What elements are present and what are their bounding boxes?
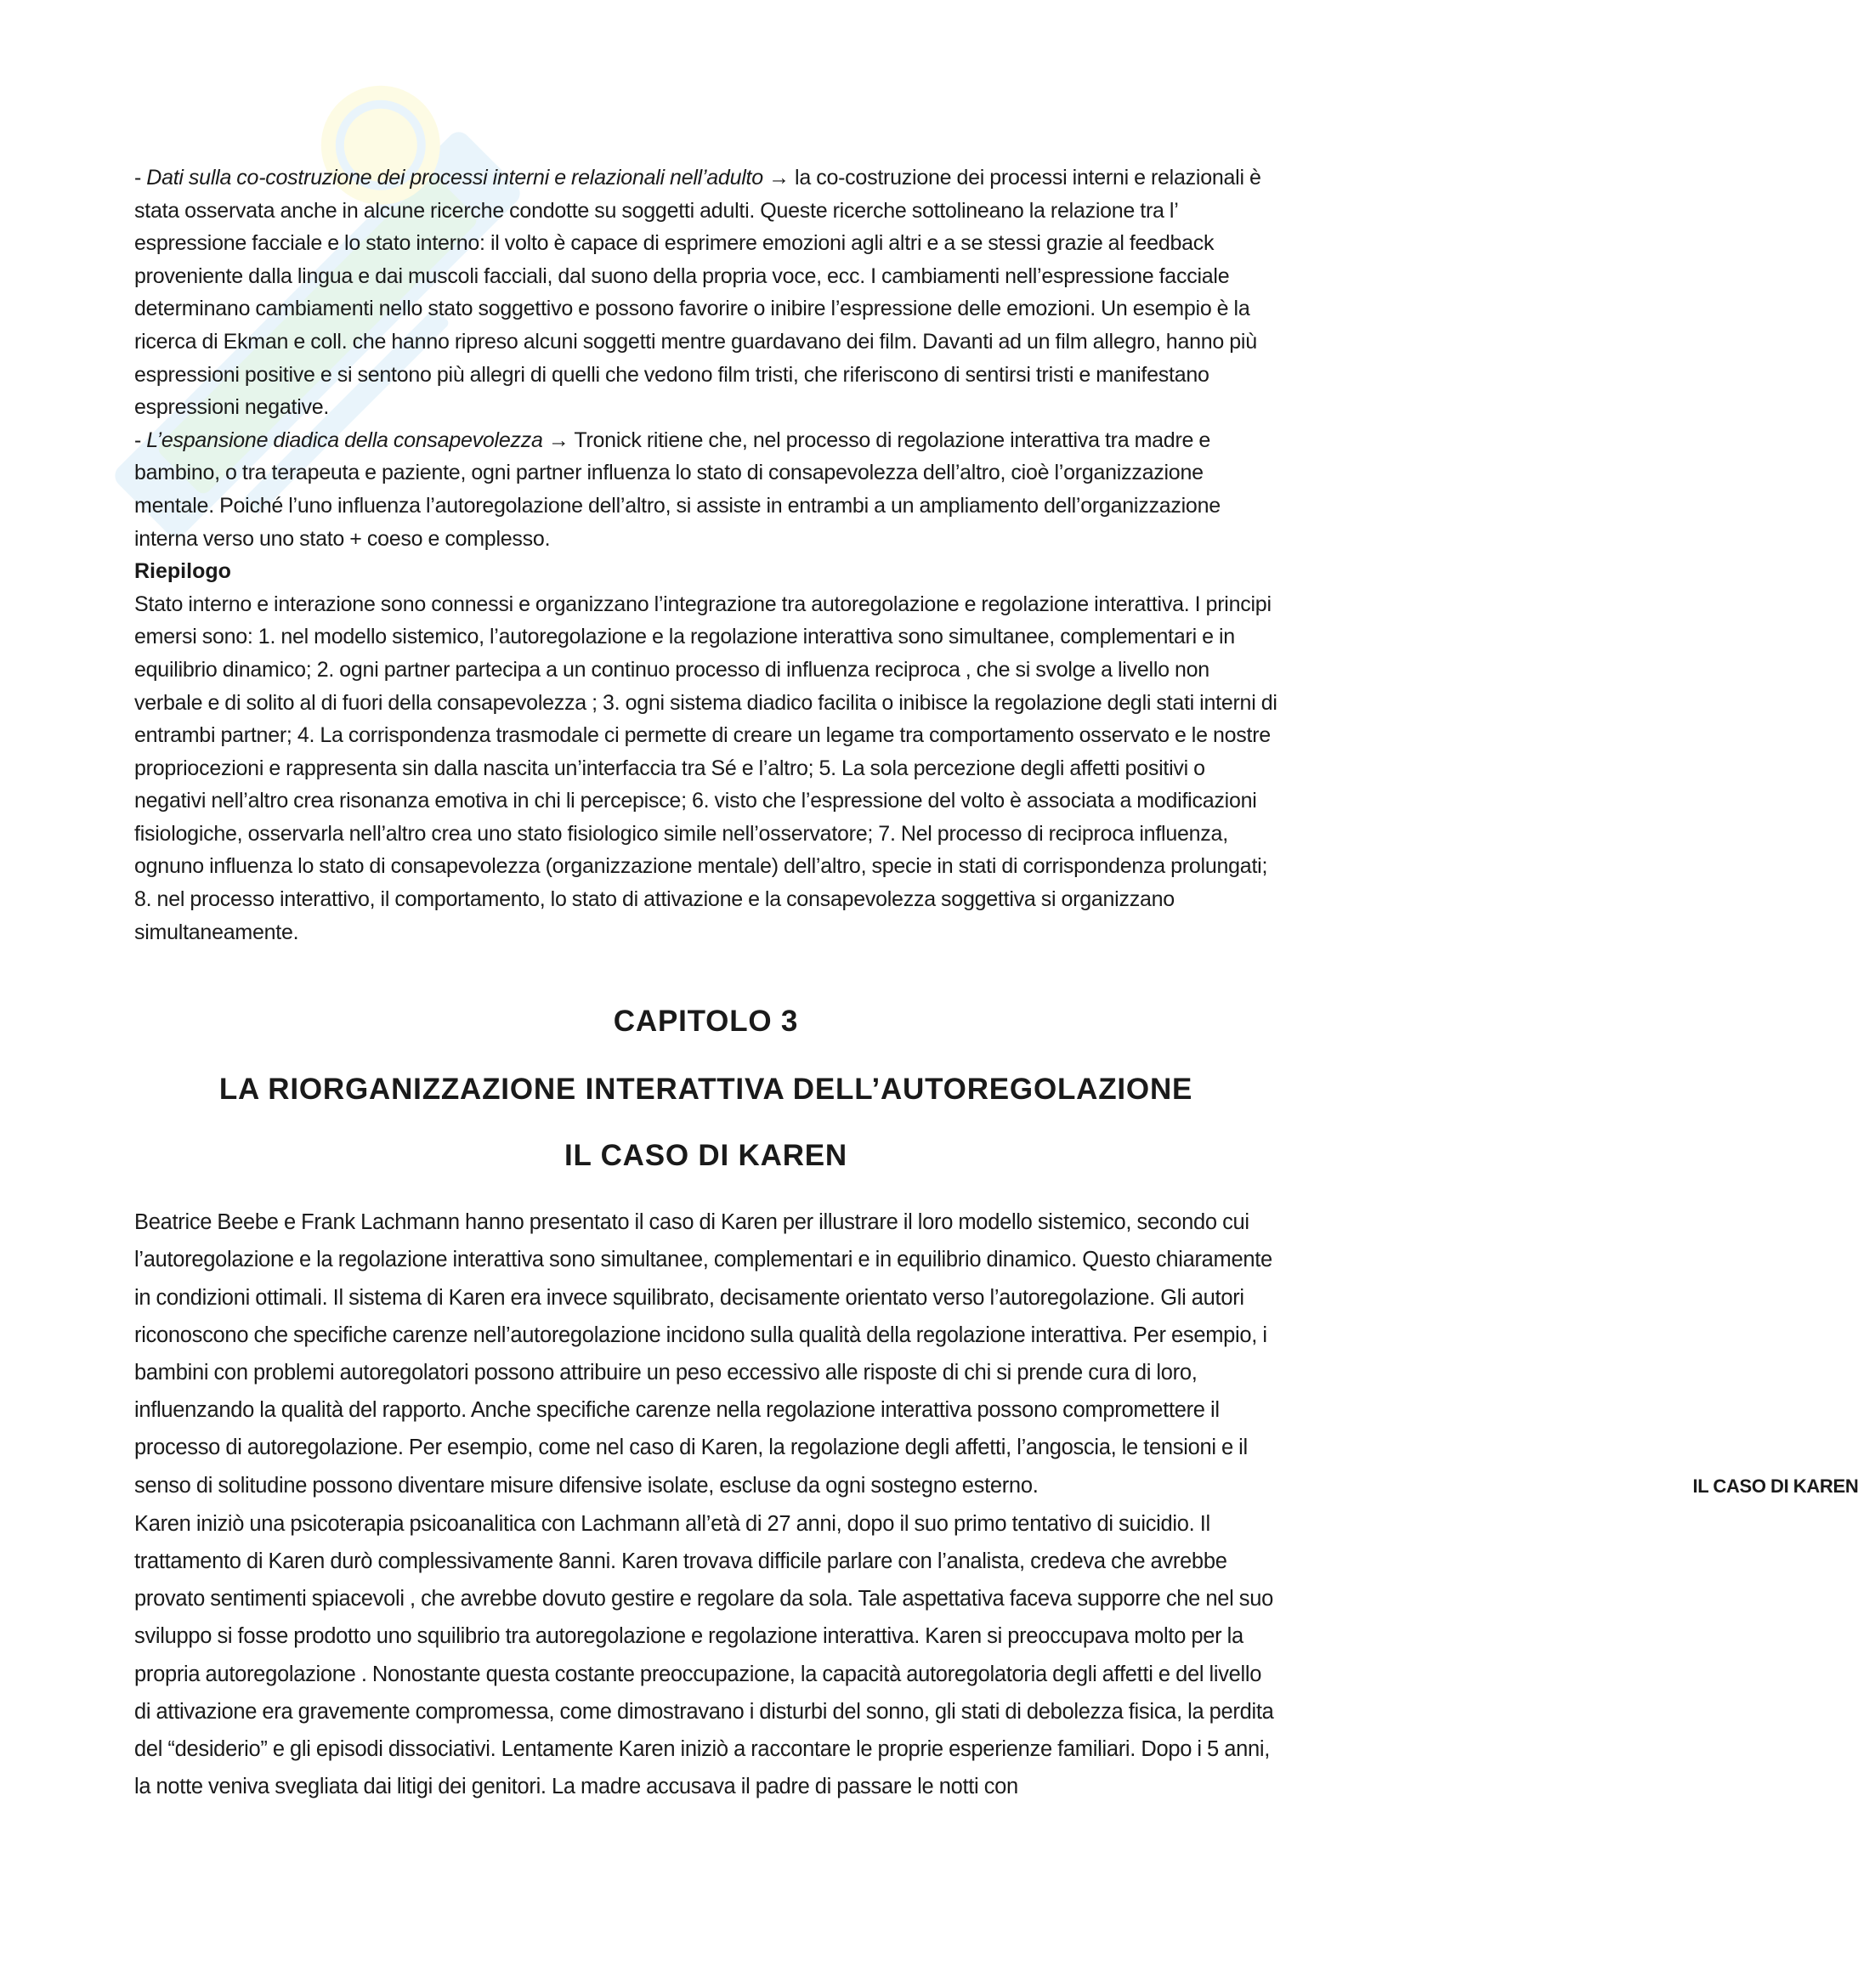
arrow-symbol: → bbox=[768, 166, 790, 190]
item-label-dyadic: L’espansione diadica della consapevolezza bbox=[146, 428, 543, 452]
karen-case-heading: IL CASO DI KAREN bbox=[1692, 1475, 1858, 1497]
item-label-adult: Dati sulla co-costruzione dei processi interni e relazionali nell’adulto bbox=[146, 166, 763, 190]
item-text-adult: la co-costruzione dei processi interni e relazionali è stata osservata anche in alcune ricerche condotte su soggetti adulti. Queste ricerche sottolineano la relazione tra l’ espressione facciale e lo stato interno: il volto è capace di esprimere emozioni agli altri e a se stessi grazie al feedback proveniente dalla lingua e dai muscoli facciali, dal suono della propria voce, ecc. I cambiamenti nell’espressione facciale determinano cambiamenti nello stato soggettivo e possono favorire o inibire l’espressione delle emozioni. Un esempio è la ricerca di Ekman e coll. che hanno ripreso alcuni soggetti mentre guardavano dei film. Davanti ad un film allegro, hanno più espressioni positive e si sentono più allegri di quelli che vedono film tristi, che riferiscono di sentirsi tristi e manifestano espressioni negative. bbox=[134, 166, 1261, 420]
karen-case-paragraph: Karen iniziò una psicoterapia psicoanalitica con Lachmann all’età di 27 anni, dopo il suo primo tentativo di suicidio. Il trattamento di Karen durò complessivamente 8anni. Karen trovava difficile parlare con l’analista, credeva che avrebbe provato sentimenti spiacevoli , che avrebbe dovuto gestire e regolare da sola. Tale aspettativa faceva supporre che nel suo sviluppo si fosse prodotto uno squilibrio tra autoregolazione e regolazione interattiva. Karen si preoccupava molto per la propria autoregolazione . Nonostante questa costante preoccupazione, la capacità autoregolatoria degli affetti e del livello di attivazione era gravemente compromessa, come dimostravano i disturbi del sonno, gli stati di debolezza fisica, la perdita del “desiderio” e gli episodi dissociativi. Lentamente Karen iniziò a raccontare le proprie esperienze familiari. Dopo i 5 anni, la notte veniva svegliata dai litigi dei genitori. La madre accusava il padre di passare le notti con bbox=[134, 1511, 1274, 1799]
chapter-title: LA RIORGANIZZAZIONE INTERATTIVA DELL’AUTOREGOLAZIONE bbox=[218, 1073, 1193, 1107]
chapter-intro-paragraph bbox=[134, 1204, 1858, 1505]
item-text-dyadic: Tronick ritiene che, nel processo di regolazione interattiva tra madre e bambino, o tra terapeuta e paziente, ogni partner influenza lo stato di consapevolezza dell’altro, cioè l’organizzazione mentale. Poiché l’uno influenza l’autoregolazione dell’altro, si assiste in entrambi a un ampliamento dell’organizzazione interna verso uno stato + coeso e complesso. bbox=[134, 428, 1221, 551]
paragraph-adult-coconstruction: - Dati sulla co-costruzione dei processi interni e relazionali nell’adulto → la co-costruzione dei processi interni e relazionali è stata osservata anche in alcune ricerche condotte su soggetti adulti. Queste ricerche sottolineano la relazione tra l’ espressione facciale e lo stato interno: il volto è capace di esprimere emozioni agli altri e a se stessi grazie al feedback proveniente dalla lingua e dai muscoli facciali, dal suono della propria voce, ecc. I cambiamenti nell’espressione facciale determinano cambiamenti nello stato soggettivo e possono favorire o inibire l’espressione delle emozioni. Un esempio è la ricerca di Ekman e coll. che hanno ripreso alcuni soggetti mentre guardavano dei film. Davanti ad un film allegro, hanno più espressioni positive e si sentono più allegri di quelli che vedono film tristi, che riferiscono di sentirsi tristi e manifestano espressioni negative. bbox=[134, 166, 1261, 420]
document-page bbox=[134, 161, 1858, 1806]
summary-paragraph: Stato interno e interazione sono connessi e organizzano l’integrazione tra autoregolazione e regolazione interattiva. I principi emersi sono: 1. nel modello sistemico, l’autoregolazione e la regolazione interattiva sono simultanee, complementari e in equilibrio dinamico; 2. ogni partner partecipa a un continuo processo di influenza reciproca , che si svolge a livello non verbale e di solito al di fuori della consapevolezza ; 3. ogni sistema diadico facilita o inibisce la regolazione degli stati interni di entrambi partner; 4. La corrispondenza trasmodale ci permette di creare un legame tra comportamento osservato e le nostre propriocezioni e rappresenta sin dalla nascita un’interfaccia tra Sé e l’altro; 5. La sola percezione degli affetti positivi o negativi nell’altro crea risonanza emotiva in chi li percepisce; 6. visto che l’espressione del volto è associata a modificazioni fisiologiche, osservarla nell’altro crea uno stato fisiologico simile nell’osservatore; 7. Nel processo di reciproca influenza, ognuno influenza lo stato di consapevolezza (organizzazione mentale) dell’altro, specie in stati di corrispondenza prolungati; 8. nel processo interattivo, il comportamento, lo stato di attivazione e la consapevolezza soggettiva si organizzano simultaneamente. bbox=[134, 592, 1277, 944]
summary-heading: Riepilogo bbox=[134, 559, 231, 584]
chapter-subtitle: IL CASO DI KAREN bbox=[564, 1139, 847, 1173]
intro-text: Beatrice Beebe e Frank Lachmann hanno presentato il caso di Karen per illustrare il loro modello sistemico, secondo cui l’autoregolazione e la regolazione interattiva sono simultanee, complementari e in equilibrio dinamico. Questo chiaramente in condizioni ottimali. Il sistema di Karen era invece squilibrato, decisamente orientato verso l’autoregolazione. Gli autori riconoscono che specifiche carenze nell’autoregolazione incidono sulla qualità della regolazione interattiva. Per esempio, i bambini con problemi autoregolatori possono attribuire un peso eccessivo alle risposte di chi si prende cura di loro, influenzando la qualità del rapporto. Anche specifiche carenze nella regolazione interattiva possono compromettere il processo di autoregolazione. Per esempio, come nel caso di Karen, la regolazione degli affetti, l’angoscia, le tensioni e il senso di solitudine possono diventare misure difensive isolate, escluse da ogni sostegno esterno. bbox=[134, 1210, 1272, 1498]
chapter-number: CAPITOLO 3 bbox=[613, 1005, 799, 1039]
paragraph-dyadic-expansion: - L’espansione diadica della consapevolezza → Tronick ritiene che, nel processo di regolazione interattiva tra madre e bambino, o tra terapeuta e paziente, ogni partner influenza lo stato di consapevolezza dell’altro, cioè l’organizzazione mentale. Poiché l’uno influenza l’autoregolazione dell’altro, si assiste in entrambi a un ampliamento dell’organizzazione interna verso uno stato + coeso e complesso. bbox=[134, 428, 1221, 551]
arrow-symbol: → bbox=[547, 428, 569, 452]
